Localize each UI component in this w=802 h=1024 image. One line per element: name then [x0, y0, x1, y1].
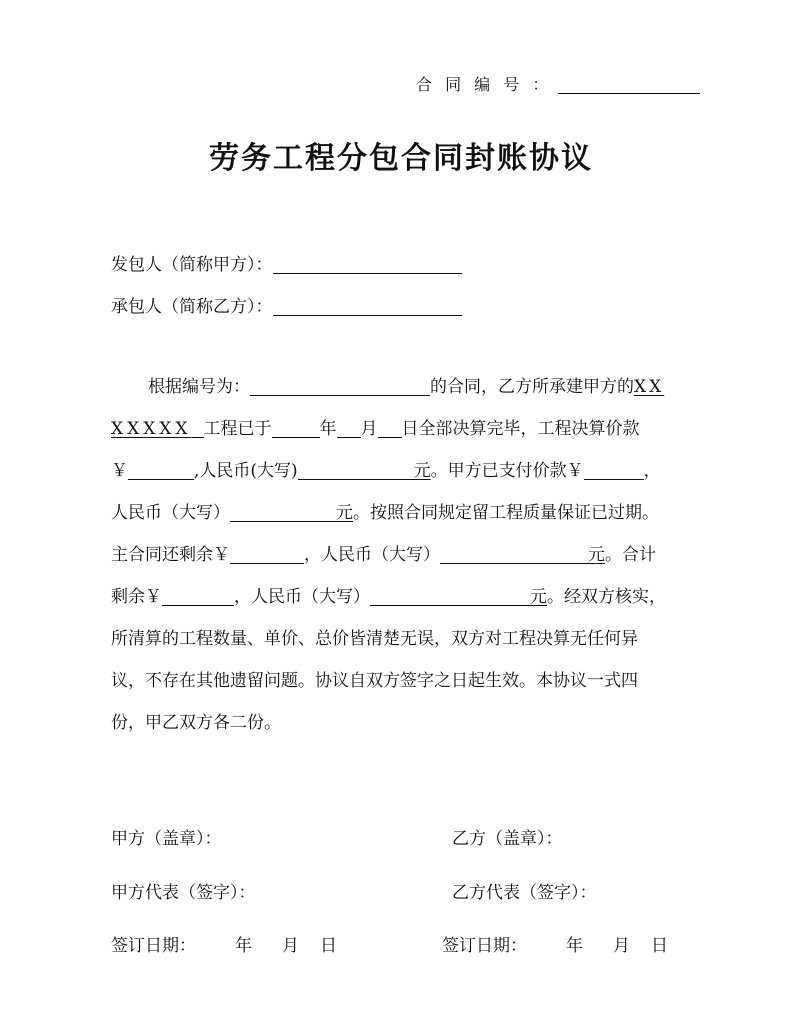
- remaining-words-blank: [440, 546, 588, 564]
- body-text: 元: [530, 587, 547, 607]
- day-blank: [378, 420, 402, 438]
- body-line-1: [148, 372, 664, 397]
- body-text: 月: [360, 419, 378, 439]
- total-amount-blank: [162, 588, 234, 606]
- party-a-date-label: 签订日期：: [111, 936, 196, 956]
- body-line-7: 所清算的工程数量、单价、总价皆清楚无误，双方对工程决算无任何异: [111, 629, 638, 649]
- party-a-row: [111, 250, 462, 275]
- body-text: 的合同，乙方所承建甲方的: [430, 377, 634, 397]
- contract-no-blank: [250, 378, 430, 396]
- party-a-label: 发包人（简称甲方）：: [111, 255, 273, 275]
- party-a-date-month: 月: [282, 936, 299, 956]
- amount-blank: [128, 462, 194, 480]
- body-text: 人民币（大写）: [111, 503, 230, 523]
- body-text: 。合计: [605, 545, 656, 565]
- body-line-8: 议，不存在其他遗留问题。协议自双方签字之日起生效。本协议一式四: [111, 671, 638, 691]
- paid-amount-blank: [584, 462, 644, 480]
- body-text: ，人民币（大写）: [234, 587, 370, 607]
- body-line-5: [111, 540, 656, 565]
- party-b-date-label: 签订日期：: [442, 936, 527, 956]
- body-text: 。经双方核实，: [547, 587, 666, 607]
- body-text: ,人民币(大写): [194, 461, 298, 481]
- body-text: 根据编号为：: [148, 377, 250, 397]
- party-a-seal: 甲方（盖章）：: [111, 829, 222, 849]
- remaining-amount-blank: [230, 546, 304, 564]
- party-b-blank: [273, 299, 462, 316]
- body-text: ￥: [111, 461, 128, 481]
- contract-number-label: 合 同 编 号 ：: [416, 75, 553, 94]
- body-text: 年: [319, 419, 337, 439]
- body-text: ，: [643, 461, 661, 481]
- body-line-9: 份，甲乙双方各二份。: [111, 713, 281, 733]
- body-text: 元: [588, 545, 605, 565]
- amount-words-blank: [298, 462, 414, 480]
- body-line-6: [111, 582, 666, 607]
- party-b-date-day: 日: [651, 936, 668, 956]
- body-text: 工程已于: [203, 419, 272, 439]
- body-text: 。按照合同规定留工程质量保证已过期。: [353, 503, 659, 523]
- party-a-blank: [273, 257, 462, 274]
- party-a-date-day: 日: [320, 936, 337, 956]
- body-text: ，人民币（大写）: [304, 545, 440, 565]
- party-b-label: 承包人（简称乙方）：: [111, 297, 273, 317]
- body-text: 元: [413, 461, 431, 481]
- party-a-date-year: 年: [235, 936, 252, 956]
- project-name-placeholder: XX: [634, 377, 665, 397]
- total-words-blank: [370, 588, 530, 606]
- contract-number-blank: [558, 77, 700, 94]
- party-b-date-year: 年: [566, 936, 583, 956]
- year-blank: [272, 420, 320, 438]
- blank: [192, 420, 204, 438]
- body-text: 剩余￥: [111, 587, 162, 607]
- contract-number: [416, 72, 700, 95]
- paid-words-blank: [230, 504, 336, 522]
- party-b-date-month: 月: [613, 936, 630, 956]
- project-name-placeholder: XXXXX: [111, 419, 192, 439]
- body-text: 主合同还剩余￥: [111, 545, 230, 565]
- body-line-2: [111, 414, 640, 439]
- body-line-4: [111, 498, 659, 523]
- body-text: 日全部决算完毕，工程决算价款: [401, 419, 640, 439]
- party-b-representative: 乙方代表（签字）：: [452, 883, 597, 903]
- month-blank: [337, 420, 361, 438]
- party-b-seal: 乙方（盖章）：: [452, 829, 563, 849]
- body-line-3: [111, 456, 661, 481]
- party-b-row: [111, 292, 462, 317]
- document-title: 劳务工程分包合同封账协议: [209, 141, 593, 176]
- body-text: 元: [336, 503, 353, 523]
- party-a-representative: 甲方代表（签字）：: [111, 883, 256, 903]
- body-text: 。甲方已支付价款￥: [430, 461, 584, 481]
